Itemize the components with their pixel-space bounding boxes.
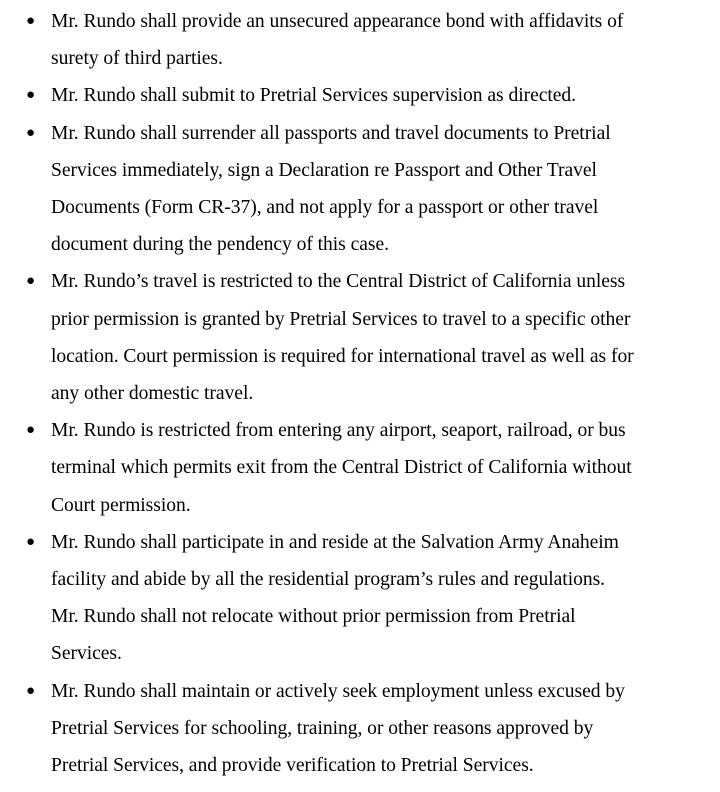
condition-text-line: Court permission.: [51, 494, 191, 516]
condition-text-line: Mr. Rundo shall participate in and reside at the Salvation Army Anaheim: [51, 531, 619, 553]
bullet-icon: ●: [26, 273, 36, 290]
condition-text-line: facility and abide by all the residential program’s rules and regulations.: [51, 569, 606, 591]
release-conditions-list: [0, 3, 720, 784]
condition-text-line: Mr. Rundo shall not relocate without prior permission from Pretrial: [51, 606, 576, 628]
condition-text-line: Mr. Rundo is restricted from entering any airport, seaport, railroad, or bus: [51, 420, 626, 442]
condition-text-line: Services immediately, sign a Declaration re Passport and Other Travel: [51, 159, 597, 181]
bullet-icon: ●: [26, 13, 36, 29]
condition-text-line: terminal which permits exit from the Central District of California without: [51, 457, 632, 479]
condition-text-line: Mr. Rundo shall provide an unsecured appearance bond with affidavits of: [51, 11, 624, 32]
condition-text-line: document during the pendency of this case.: [51, 234, 389, 256]
bullet-icon: ●: [26, 533, 36, 550]
bullet-icon: ●: [26, 422, 36, 439]
condition-text-line: any other domestic travel.: [51, 383, 254, 405]
condition-text-line: Pretrial Services for schooling, training, or other reasons approved by: [51, 717, 594, 739]
condition-item-4: [0, 263, 720, 412]
bullet-icon: ●: [26, 87, 36, 104]
condition-text-line: location. Court permission is required for international travel as well as for: [51, 345, 634, 367]
condition-item-1: [0, 3, 720, 77]
condition-text-line: Mr. Rundo shall maintain or actively seek employment unless excused by: [51, 680, 625, 702]
condition-text-line: Mr. Rundo shall surrender all passports and travel documents to Pretrial: [51, 122, 611, 144]
condition-text-line: Documents (Form CR-37), and not apply for a passport or other travel: [51, 197, 599, 219]
condition-text-line: Services.: [51, 643, 122, 665]
condition-item-6: [0, 524, 720, 673]
bullet-icon: ●: [26, 682, 36, 699]
condition-text-line: Mr. Rundo’s travel is restricted to the Central District of California unless: [51, 271, 626, 293]
condition-text-line: prior permission is granted by Pretrial Services to travel to a specific other: [51, 308, 631, 330]
condition-item-2: [0, 77, 720, 114]
condition-item-7: [0, 673, 720, 785]
condition-text-line: surety of third parties.: [51, 48, 223, 70]
condition-item-3: [0, 115, 720, 264]
condition-item-5: [0, 412, 720, 524]
condition-text-line: Mr. Rundo shall submit to Pretrial Services supervision as directed.: [51, 85, 577, 107]
condition-text-line: Pretrial Services, and provide verification to Pretrial Services.: [51, 755, 534, 777]
bullet-icon: ●: [26, 124, 36, 141]
